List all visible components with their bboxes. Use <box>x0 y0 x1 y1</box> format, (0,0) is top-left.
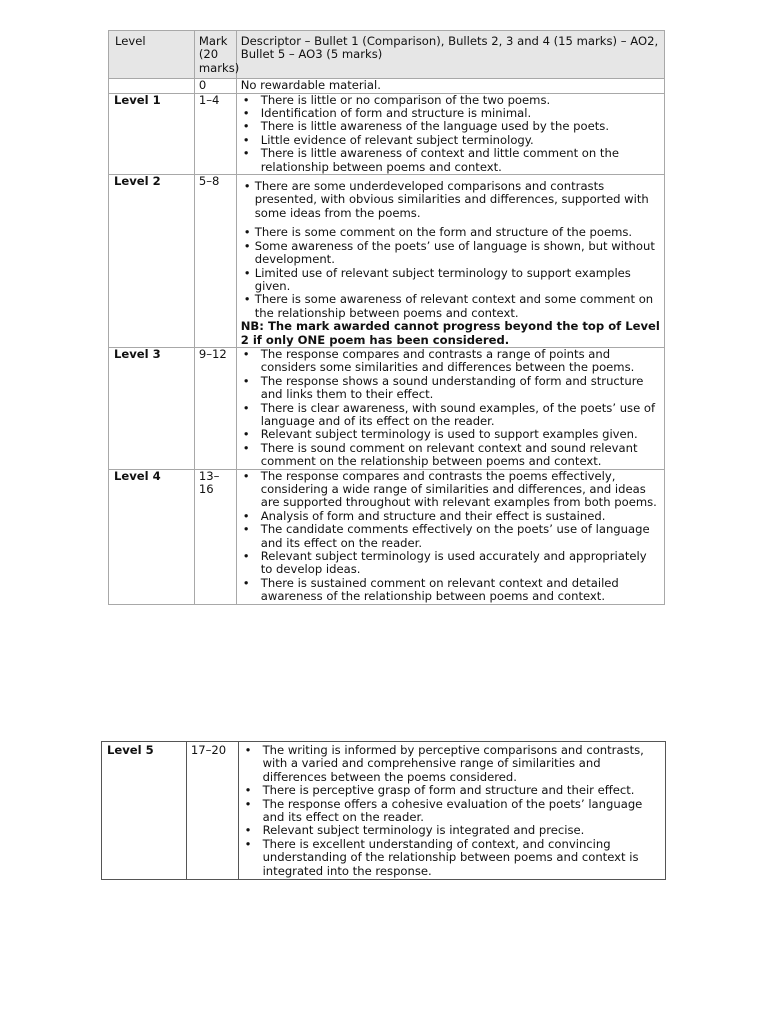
list-item: • There is perceptive grasp of form and structure and their effect. <box>243 784 661 797</box>
row-mark: 17–20 <box>186 742 238 880</box>
list-item: • Some awareness of the poets’ use of language is shown, but without development. <box>241 240 660 267</box>
row-level: Level 2 <box>109 175 195 348</box>
list-item: • There is some comment on the form and structure of the poems. <box>241 226 660 239</box>
row-descriptor <box>238 742 665 880</box>
header-level: Level <box>109 31 195 79</box>
list-item: • Relevant subject terminology is used accurately and appropriately to develop ideas. <box>241 550 660 577</box>
row-level: Level 1 <box>109 93 195 174</box>
row-descriptor <box>236 175 664 348</box>
bullet-list <box>241 226 660 320</box>
list-item: • There is some awareness of relevant context and some comment on the relationship between poems and context. <box>241 293 660 320</box>
list-item: • There is little awareness of the language used by the poets. <box>241 120 660 133</box>
table-row <box>109 79 665 93</box>
list-item: • There are some underdeveloped comparisons and contrasts presented, with obvious similarities and differences, supported with some ideas from the poems. <box>241 180 660 220</box>
bullet-list <box>241 94 660 174</box>
row-descriptor <box>236 347 664 469</box>
list-item: • There is little awareness of context and little comment on the relationship between poems and context. <box>241 147 660 174</box>
bullet-list <box>241 470 660 604</box>
list-item: • Limited use of relevant subject terminology to support examples given. <box>241 267 660 294</box>
row-mark: 5–8 <box>194 175 236 348</box>
bullet-list <box>243 744 661 878</box>
bullet-list <box>241 348 660 469</box>
list-item: • There is excellent understanding of context, and convincing understanding of the relationship between poems and context is integrated into the response. <box>243 838 661 878</box>
row-descriptor <box>236 93 664 174</box>
row-level: Level 3 <box>109 347 195 469</box>
list-item: • There is little or no comparison of the two poems. <box>241 94 660 107</box>
row-descriptor: No rewardable material. <box>236 79 664 93</box>
row-mark: 0 <box>194 79 236 93</box>
list-item: • Analysis of form and structure and their effect is sustained. <box>241 510 660 523</box>
mark-scheme-table-continued <box>101 741 666 880</box>
mark-scheme-table <box>108 30 665 605</box>
list-item: • Relevant subject terminology is integrated and precise. <box>243 824 661 837</box>
bullet-list <box>241 180 660 220</box>
list-item: • There is sound comment on relevant context and sound relevant comment on the relationship between poems and context. <box>241 442 660 469</box>
list-item: • The response shows a sound understanding of form and structure and links them to their effect. <box>241 375 660 402</box>
table-header-row <box>109 31 665 79</box>
row-level: Level 5 <box>102 742 187 880</box>
list-item: • The response offers a cohesive evaluation of the poets’ language and its effect on the reader. <box>243 798 661 825</box>
list-item: • The response compares and contrasts the poems effectively, considering a wide range of similarities and differences, and ideas are supported throughout with relevant examples from both poems. <box>241 470 660 510</box>
table-row-level-3 <box>109 347 665 469</box>
list-item: • The candidate comments effectively on the poets’ use of language and its effect on the reader. <box>241 523 660 550</box>
list-item: • The writing is informed by perceptive comparisons and contrasts, with a varied and comprehensive range of similarities and differences between the poems considered. <box>243 744 661 784</box>
level-2-note: NB: The mark awarded cannot progress beyond the top of Level 2 if only ONE poem has been considered. <box>240 319 660 347</box>
list-item: • Relevant subject terminology is used to support examples given. <box>241 428 660 441</box>
table-row-level-5 <box>102 742 666 880</box>
row-mark: 1–4 <box>194 93 236 174</box>
table-row-level-2 <box>109 175 665 348</box>
row-level <box>109 79 195 93</box>
table-row-level-1 <box>109 93 665 174</box>
table-row-level-4 <box>109 469 665 604</box>
header-mark: Mark (20 marks) <box>194 31 236 79</box>
list-item: • Little evidence of relevant subject terminology. <box>241 134 660 147</box>
row-level: Level 4 <box>109 469 195 604</box>
row-mark: 9–12 <box>194 347 236 469</box>
list-item: • There is clear awareness, with sound examples, of the poets’ use of language and of its effect on the reader. <box>241 402 660 429</box>
list-item: • Identification of form and structure is minimal. <box>241 107 660 120</box>
row-mark: 13–16 <box>194 469 236 604</box>
list-item: • There is sustained comment on relevant context and detailed awareness of the relationship between poems and context. <box>241 577 660 604</box>
row-descriptor <box>236 469 664 604</box>
list-item: • The response compares and contrasts a range of points and considers some similarities and differences between the poems. <box>241 348 660 375</box>
header-descriptor: Descriptor – Bullet 1 (Comparison), Bullets 2, 3 and 4 (15 marks) – AO2, Bullet 5 – AO3 (5 marks) <box>236 31 664 79</box>
